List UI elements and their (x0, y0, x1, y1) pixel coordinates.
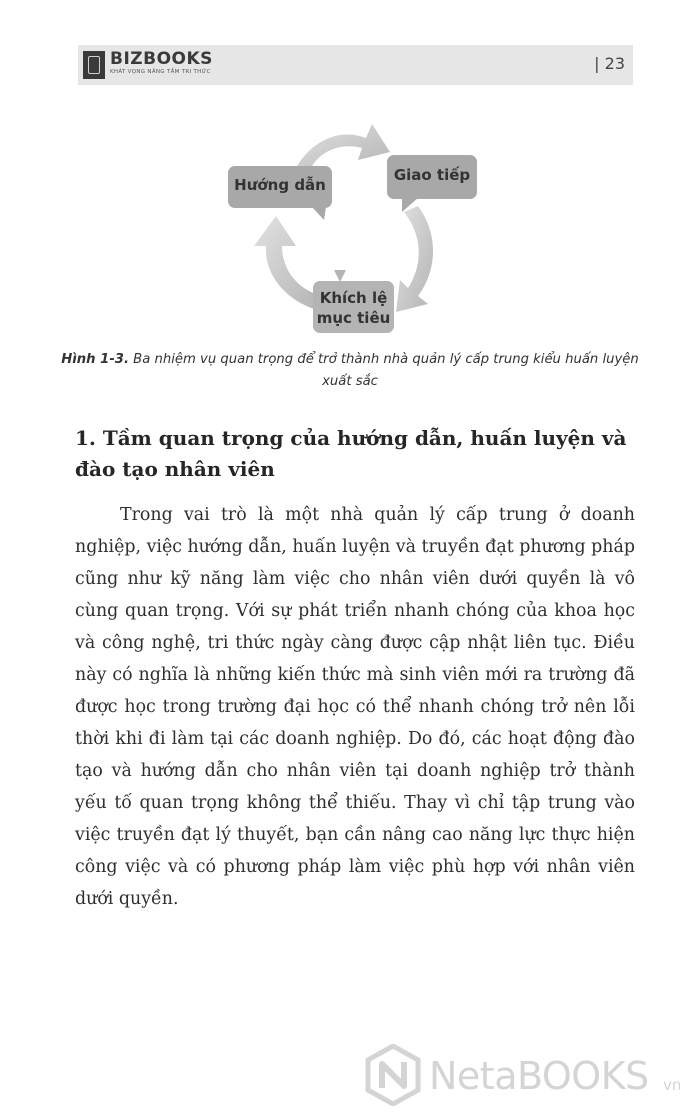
node-communicate-label: Giao tiếp (393, 166, 471, 184)
netabooks-logo-icon (365, 1044, 421, 1106)
section-heading: 1. Tầm quan trọng của hướng dẫn, huấn luyện và đào tạo nhân viên (75, 426, 627, 481)
brand-name: BIZBOOKS (110, 49, 213, 69)
body-paragraph: Trong vai trò là một nhà quản lý cấp trung ở doanh nghiệp, việc hướng dẫn, huấn luyện và truyền đạt phương pháp cũng như kỹ năng làm việc cho nhân viên dưới quyền là vô cùng quan trọng. Với sự phát triển nhanh chóng của khoa học và công nghệ, tri thức ngày càng được cập nhật liên tục. Điều này có nghĩa là những kiến thức mà sinh viên mới ra trường đã được học trong trường đại học có thể nhanh chóng trở nên lỗi thời khi đi làm tại các doanh nghiệp. Do đó, các hoạt động đào tạo và hướng dẫn cho nhân viên tại doanh nghiệp trở thành yếu tố quan trọng không thể thiếu. Thay vì chỉ tập trung vào việc truyền đạt lý thuyết, bạn cần nâng cao năng lực thực hiện công việc và có phương pháp làm việc phù hợp với nhân viên dưới quyền. (75, 505, 635, 909)
arrow-right (396, 206, 433, 312)
node-motivate-line2: mục tiêu (316, 309, 391, 327)
watermark-suffix: vn (663, 1076, 682, 1094)
figure-caption (60, 349, 640, 393)
watermark (365, 1042, 685, 1112)
arrow-top (296, 124, 390, 170)
arrow-left (254, 216, 322, 310)
page-number: | 23 (594, 54, 625, 73)
node-motivate-label (313, 288, 394, 328)
node-motivate-line1: Khích lệ (319, 289, 388, 307)
brand-tagline: KHÁT VỌNG NÂNG TẦM TRI THỨC (110, 69, 211, 75)
figure-label: Hình 1-3. (61, 352, 129, 367)
node-guide-label: Hướng dẫn (234, 176, 326, 194)
figure-caption-text: Ba nhiệm vụ quan trọng để trở thành nhà quản lý cấp trung kiểu huấn luyện xuất sắc (128, 352, 639, 389)
watermark-text: NetaBOOKS (429, 1054, 649, 1098)
